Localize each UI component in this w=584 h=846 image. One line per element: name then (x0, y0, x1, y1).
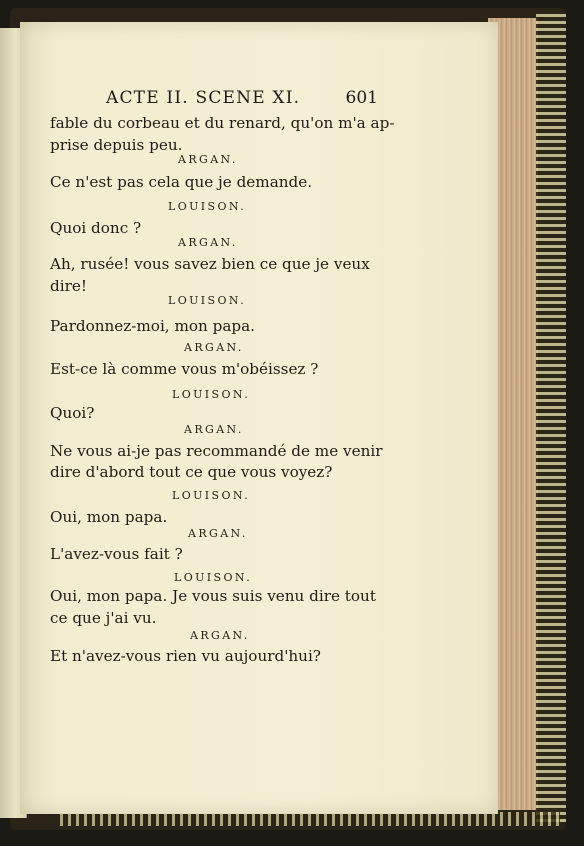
text-line: L'avez-vous fait ? (50, 545, 183, 563)
text-line: Ah, rusée! vous savez bien ce que je veux (50, 255, 370, 273)
speaker-label: ARGAN. (184, 423, 244, 436)
speaker-label: ARGAN. (178, 236, 238, 249)
text-line: fable du corbeau et du renard, qu'on m'a ap- (50, 114, 395, 132)
speaker-label: ARGAN. (178, 153, 238, 166)
text-line: ce que j'ai vu. (50, 609, 157, 627)
running-title: ACTE II. SCENE XI. (106, 88, 301, 108)
text-line: Ne vous ai-je pas recommandé de me venir (50, 442, 383, 460)
page-number: 601 (345, 88, 378, 108)
speaker-label: ARGAN. (188, 527, 248, 540)
text-line: Est-ce là comme vous m'obéissez ? (50, 360, 319, 378)
text-line: Quoi donc ? (50, 219, 142, 237)
text-line: dire d'abord tout ce que vous voyez? (50, 463, 333, 481)
gilt-binding-edge (536, 12, 566, 822)
speaker-label: LOUISON. (172, 489, 251, 502)
gilt-binding-bottom (60, 812, 560, 826)
speaker-label: LOUISON. (168, 294, 247, 307)
speaker-label: LOUISON. (168, 200, 247, 213)
text-line: Oui, mon papa. (50, 508, 168, 526)
text-line: Ce n'est pas cela que je demande. (50, 173, 313, 191)
text-line: prise depuis peu. (50, 136, 183, 154)
text-line: Pardonnez-moi, mon papa. (50, 317, 255, 335)
speaker-label: ARGAN. (190, 629, 250, 642)
text-line: Et n'avez-vous rien vu aujourd'hui? (50, 647, 321, 665)
text-line: dire! (50, 277, 87, 295)
text-line: Quoi? (50, 404, 95, 422)
text-line: Oui, mon papa. Je vous suis venu dire tout (50, 587, 376, 605)
speaker-label: LOUISON. (172, 388, 251, 401)
speaker-label: ARGAN. (184, 341, 244, 354)
speaker-label: LOUISON. (174, 571, 253, 584)
